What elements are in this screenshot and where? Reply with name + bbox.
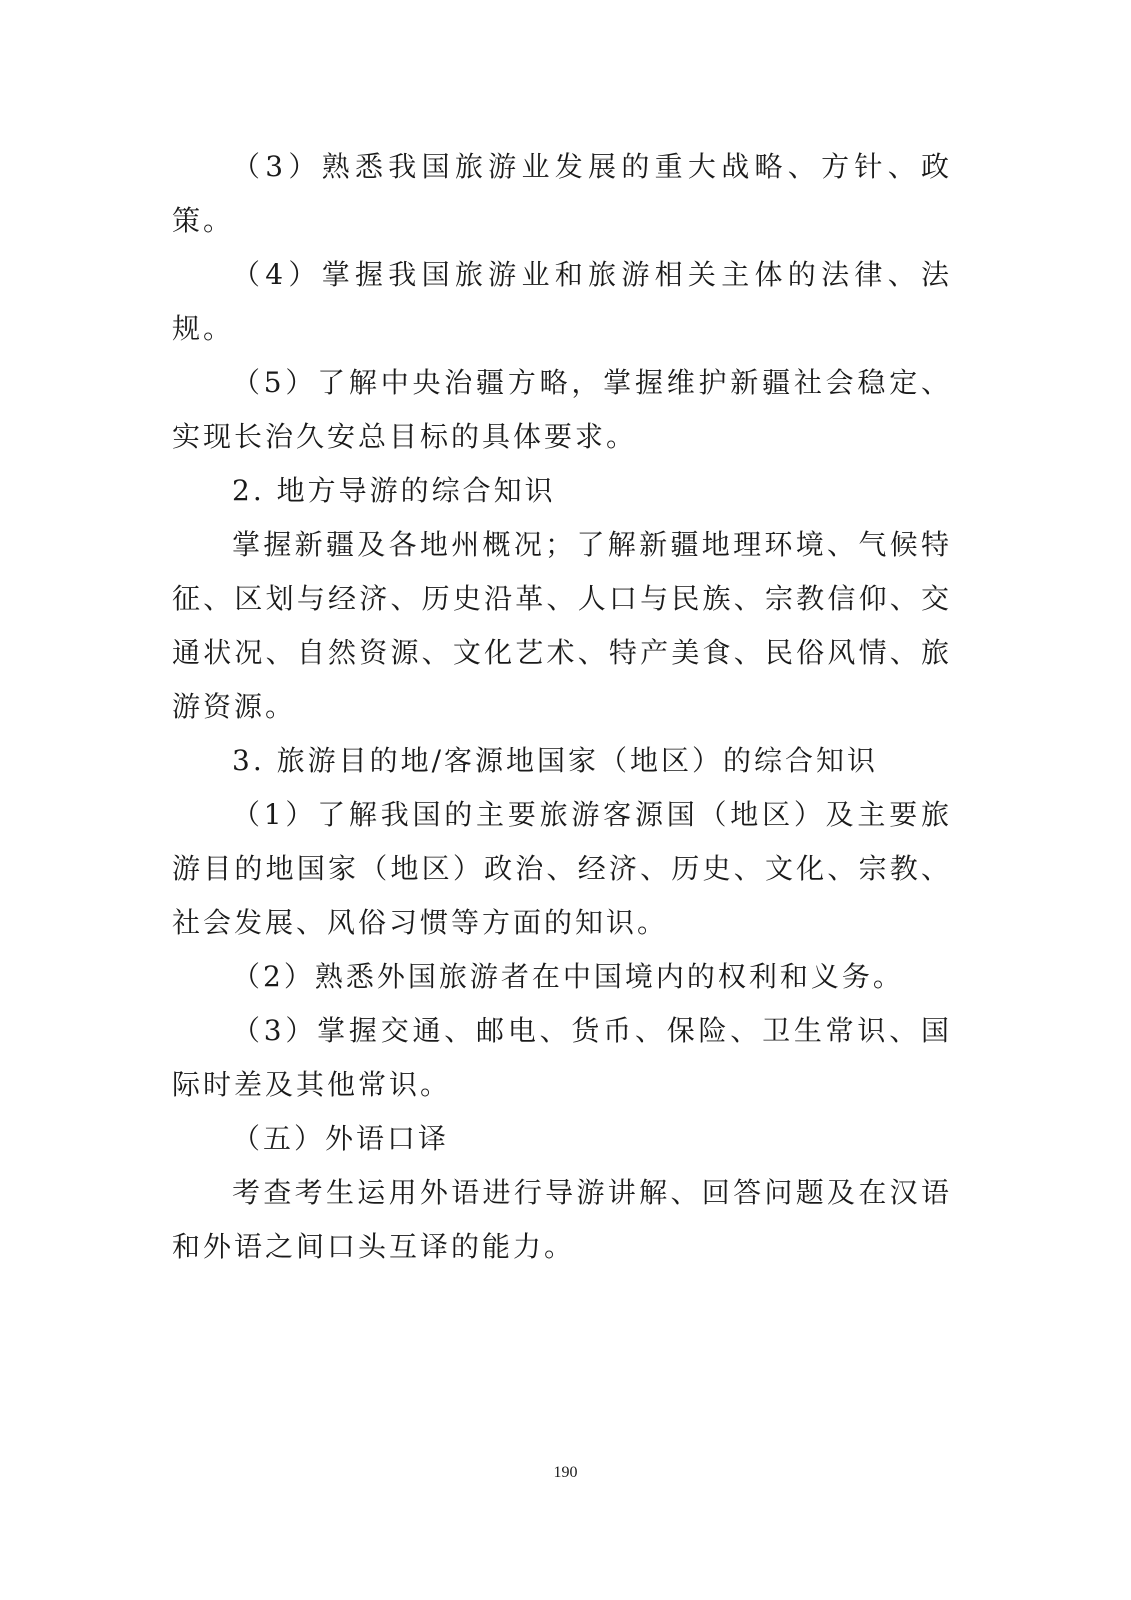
paragraph-item-3-common-knowledge: （3）掌握交通、邮电、货币、保险、卫生常识、国际时差及其他常识。 [172, 1014, 952, 1101]
paragraph-xinjiang-overview: 掌握新疆及各地州概况；了解新疆地理环境、气候特征、区划与经济、历史沿革、人口与民族、宗教信仰、交通状况、自然资源、文化艺术、特产美食、民俗风情、旅游资源。 [172, 528, 952, 723]
paragraph-item-2-rights: （2）熟悉外国旅游者在中国境内的权利和义务。 [232, 960, 904, 993]
paragraph-item-5-xinjiang-policy: （5）了解中央治疆方略，掌握维护新疆社会稳定、实现长治久安总目标的具体要求。 [172, 366, 952, 453]
page-number: 190 [553, 1464, 578, 1481]
section-heading-local-guide: 2. 地方导游的综合知识 [232, 474, 556, 507]
paragraph-item-3-strategy: （3）熟悉我国旅游业发展的重大战略、方针、政策。 [172, 150, 952, 237]
document-body [172, 140, 952, 1274]
paragraph-item-1-source-countries: （1）了解我国的主要旅游客源国（地区）及主要旅游目的地国家（地区）政治、经济、历史、文化、宗教、社会发展、风俗习惯等方面的知识。 [172, 798, 952, 939]
section-heading-destination-knowledge: 3. 旅游目的地/客源地国家（地区）的综合知识 [232, 744, 879, 777]
paragraph-item-4-laws: （4）掌握我国旅游业和旅游相关主体的法律、法规。 [172, 258, 952, 345]
paragraph-interpretation-exam: 考查考生运用外语进行导游讲解、回答问题及在汉语和外语之间口头互译的能力。 [172, 1176, 952, 1263]
section-heading-interpretation: （五）外语口译 [232, 1122, 450, 1155]
